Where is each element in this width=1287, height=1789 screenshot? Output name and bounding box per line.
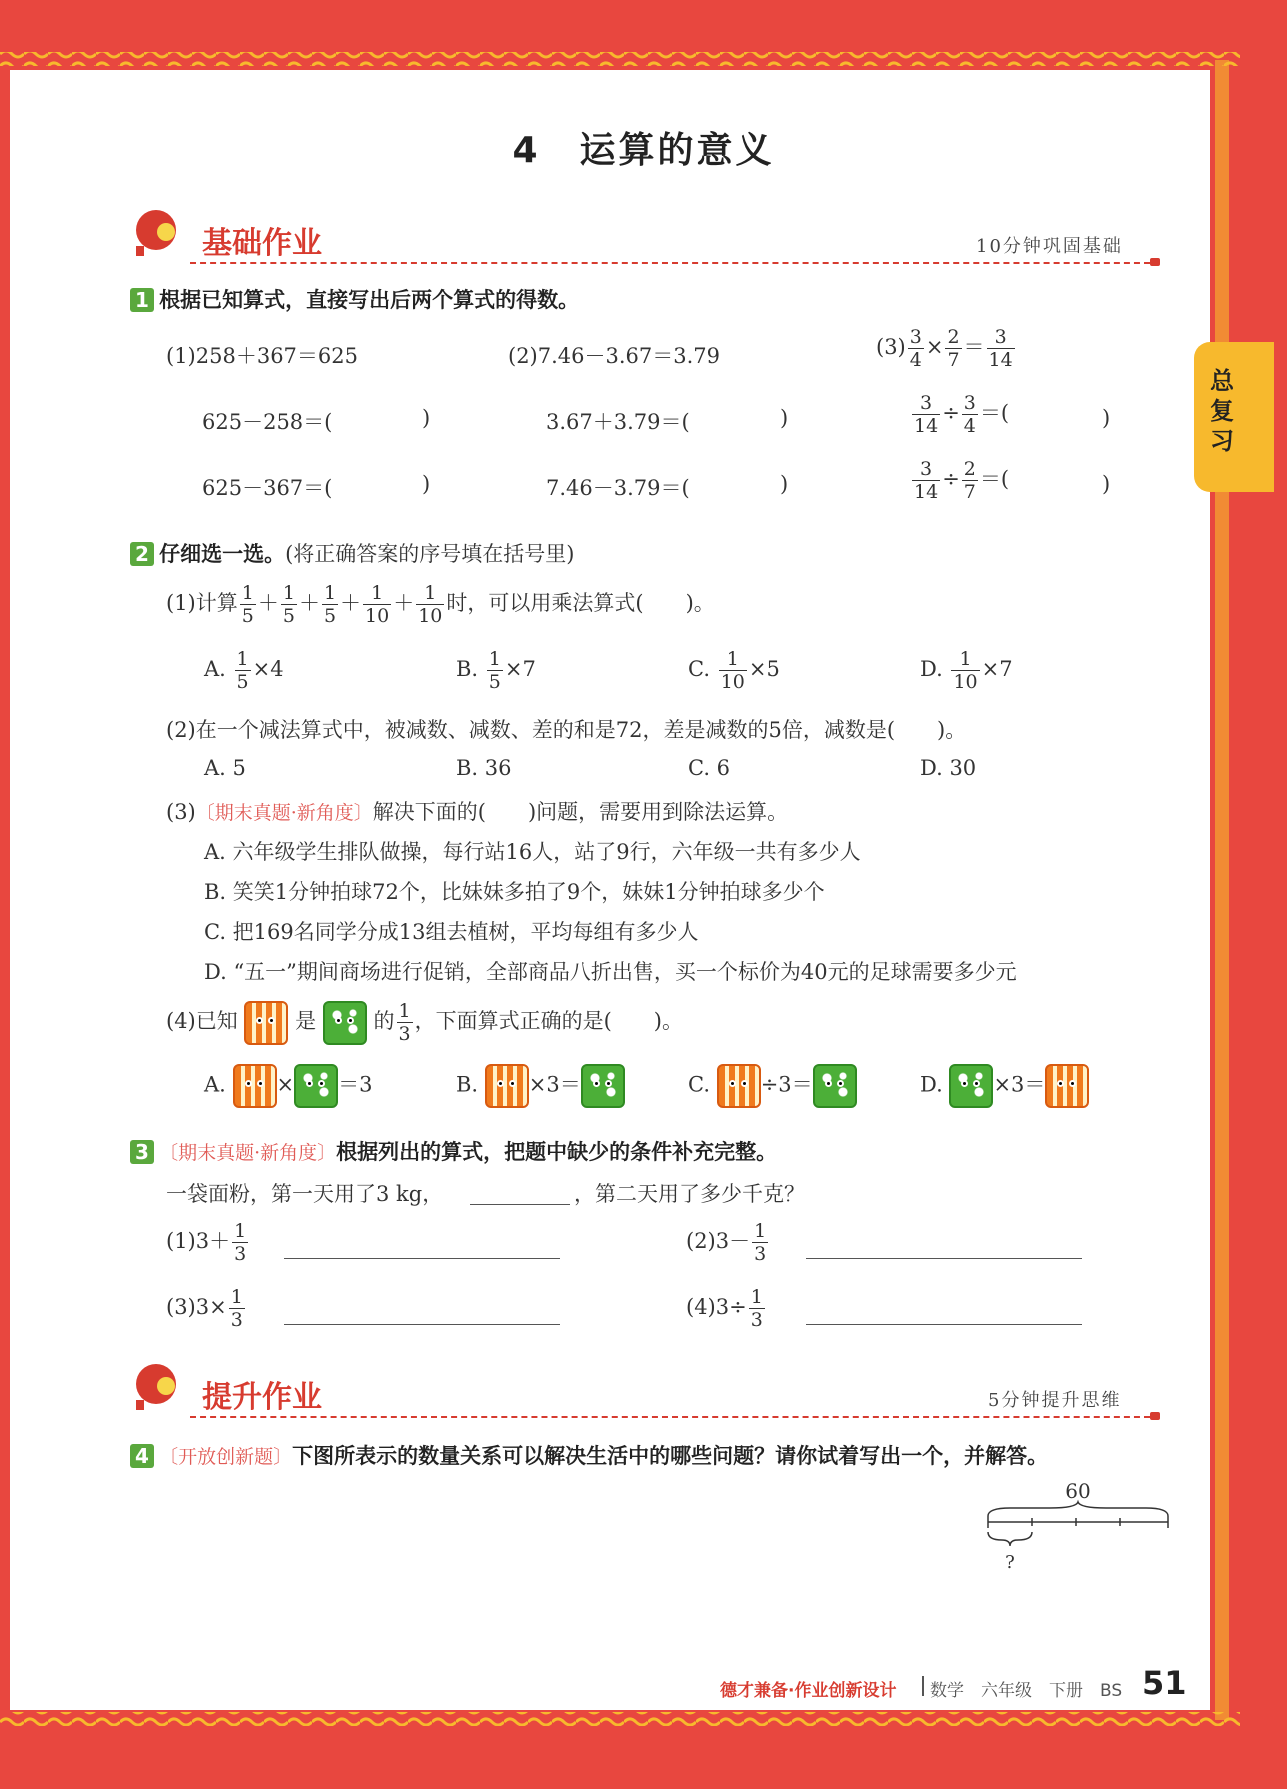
section-divider [190, 262, 1150, 264]
option-b[interactable]: B. $\frac{1}{5}$ ×7 [456, 648, 536, 693]
question-tag: 〔期末真题·新角度〕 [159, 1142, 337, 1164]
answer-paren-close[interactable]: ) [422, 472, 431, 496]
q2-s3: (3)〔期末真题·新角度〕解决下面的( )问题，需要用到除法运算。 [166, 800, 789, 824]
orange-cube-icon [244, 1001, 288, 1045]
question-text: 下图所表示的数量关系可以解决生活中的哪些问题？请你试着写出一个，并解答。 [292, 1444, 1049, 1468]
q3-item-4: (4)3÷ $\frac{1}{3}$ [686, 1286, 763, 1331]
section-sub-advanced: 5分钟提升思维 [988, 1390, 1122, 1411]
section-divider [190, 1416, 1150, 1418]
question-text: 仔细选一选。 [159, 542, 286, 566]
lantern-icon [130, 206, 188, 258]
option-d[interactable]: D. $\frac{1}{10}$ ×7 [920, 648, 1013, 693]
answer-paren-close[interactable]: ) [780, 406, 789, 430]
orange-cube-icon [1045, 1064, 1089, 1108]
footer-brand: 德才兼备·作业创新设计 [720, 1681, 897, 1701]
section-divider-end [1150, 258, 1160, 266]
option-d[interactable]: D. 30 [920, 756, 977, 780]
question-text: 根据列出的算式，把题中缺少的条件补充完整。 [336, 1140, 778, 1164]
answer-line[interactable] [806, 1258, 1082, 1259]
option-a[interactable]: A. 六年级学生排队做操，每行站16人，站了9行，六年级一共有多少人 [204, 840, 861, 864]
question-number: 1 [130, 288, 154, 312]
section-title-advanced: 提升作业 [202, 1380, 322, 1415]
q1-p3-b: $\frac{3}{14}$ ÷ $\frac{2}{7}$ ＝( [914, 458, 1010, 503]
orange-cube-icon [233, 1064, 277, 1108]
q2-s1: (1)计算 $\frac{1}{5}$ ＋ $\frac{1}{5}$ ＋ $\frac{1}{5}$ ＋ $\frac{1}{10}$ ＋ $\frac{1}{10}$ 时，可以用乘法算式( )。 [166, 582, 715, 627]
q2-s4: (4)已知 是 的 $\frac{1}{3}$ ，下面算式正确的是( )。 [166, 1000, 683, 1045]
q2-s2-text: (2)在一个减法算式中，被减数、减数、差的和是72，差是减数的5倍，减数是( )。 [166, 718, 967, 742]
option-c[interactable]: C. ÷3＝ [688, 1064, 857, 1108]
answer-line[interactable] [284, 1258, 560, 1259]
question-3 [130, 1136, 777, 1166]
q1-p1-a: 625－258＝( [202, 410, 333, 434]
side-tab-label: 总复习 [1210, 367, 1234, 455]
option-d[interactable]: D. “五一”期间商场进行促销，全部商品八折出售，买一个标价为40元的足球需要多少元 [204, 960, 1017, 984]
green-cube-icon [949, 1064, 993, 1108]
answer-paren-close[interactable]: ) [1102, 406, 1111, 430]
option-a[interactable]: A. × ＝3 [204, 1064, 373, 1108]
answer-paren-close[interactable]: ) [780, 472, 789, 496]
segment-diagram [980, 1476, 1180, 1586]
answer-line[interactable] [806, 1324, 1082, 1325]
diagram-total-label: 60 [1065, 1479, 1091, 1503]
question-number: 3 [130, 1140, 154, 1164]
answer-line[interactable] [284, 1324, 560, 1325]
green-cube-icon [323, 1001, 367, 1045]
section-title-basic: 基础作业 [202, 226, 322, 261]
question-2 [130, 538, 574, 568]
question-number: 4 [130, 1444, 154, 1468]
q3-story-a: 一袋面粉，第一天用了3 kg， [166, 1182, 444, 1206]
diagram-unknown-label: ? [1005, 1552, 1015, 1573]
option-c[interactable]: C. 把169名同学分成13组去植树，平均每组有多少人 [204, 920, 699, 944]
q1-p2-b: 7.46－3.79＝( [546, 476, 690, 500]
question-1 [130, 284, 579, 314]
green-cube-icon [813, 1064, 857, 1108]
option-c[interactable]: C. 6 [688, 756, 731, 780]
option-b[interactable]: B. 36 [456, 756, 512, 780]
answer-paren-close[interactable]: ) [422, 406, 431, 430]
q3-item-1: (1)3＋ $\frac{1}{3}$ [166, 1220, 247, 1265]
section-sub-basic: 10分钟巩固基础 [976, 236, 1123, 257]
question-note: (将正确答案的序号填在括号里) [285, 542, 575, 566]
page-title: 4 运算的意义 [512, 130, 775, 171]
green-cube-icon [581, 1064, 625, 1108]
q1-p3-given: (3) $\frac{3}{4}$ × $\frac{2}{7}$ ＝ $\frac{3}{14}$ [876, 326, 1013, 371]
footer-info: 数学 六年级 下册 BS [930, 1681, 1123, 1701]
question-number: 2 [130, 542, 154, 566]
q3-item-2: (2)3－ $\frac{1}{3}$ [686, 1220, 767, 1265]
q1-p2-given: (2)7.46－3.67＝3.79 [508, 344, 721, 368]
section-divider-end [1150, 1412, 1160, 1420]
question-tag: 〔期末真题·新角度〕 [195, 802, 373, 824]
option-a[interactable]: A. $\frac{1}{5}$ ×4 [204, 648, 284, 693]
option-a[interactable]: A. 5 [204, 756, 246, 780]
q3-story-b: ，第二天用了多少千克？ [574, 1182, 805, 1206]
answer-paren-close[interactable]: ) [1102, 472, 1111, 496]
footer-divider [922, 1676, 924, 1696]
question-text: 根据已知算式，直接写出后两个算式的得数。 [159, 288, 580, 312]
question-4 [130, 1440, 1048, 1470]
total-brace [988, 1502, 1168, 1516]
option-b[interactable]: B. ×3＝ [456, 1064, 625, 1108]
q1-p3-a: $\frac{3}{14}$ ÷ $\frac{3}{4}$ ＝( [914, 392, 1010, 437]
option-c[interactable]: C. $\frac{1}{10}$ ×5 [688, 648, 780, 693]
q1-p1-b: 625－367＝( [202, 476, 333, 500]
fill-blank[interactable] [470, 1204, 570, 1205]
q1-p2-a: 3.67＋3.79＝( [546, 410, 690, 434]
page-number: 51 [1142, 1664, 1187, 1702]
option-d[interactable]: D. ×3＝ [920, 1064, 1089, 1108]
q1-p1-given: (1)258＋367＝625 [166, 344, 358, 368]
part-brace [988, 1532, 1032, 1546]
green-cube-icon [294, 1064, 338, 1108]
option-b[interactable]: B. 笑笑1分钟拍球72个，比妹妹多拍了9个，妹妹1分钟拍球多少个 [204, 880, 825, 904]
orange-cube-icon [485, 1064, 529, 1108]
question-tag: 〔开放创新题〕 [159, 1446, 293, 1468]
orange-cube-icon [717, 1064, 761, 1108]
lantern-icon [130, 1360, 188, 1412]
q3-item-3: (3)3× $\frac{1}{3}$ [166, 1286, 243, 1331]
